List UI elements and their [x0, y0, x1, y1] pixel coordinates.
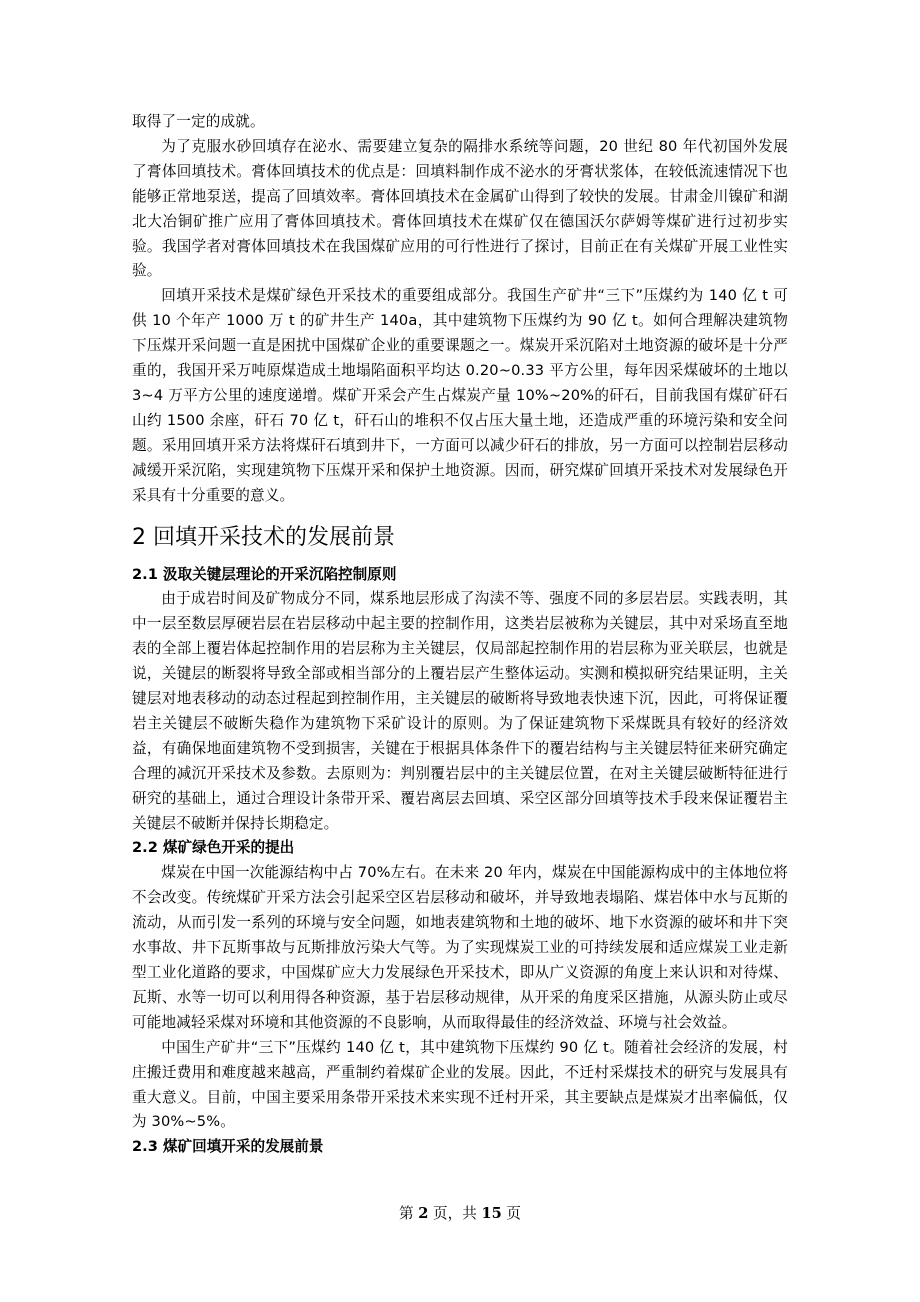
subsection-heading-2-2: 2.2 煤矿绿色开采的提出	[132, 839, 295, 857]
paragraph-continuation: 取得了一定的成就。	[132, 113, 265, 130]
paragraph-key-stratum: 由于成岩时间及矿物成分不同，煤系地层形成了沟渎不等、强度不同的多层岩层。实践表明，其中一层至数层厚硬岩层在岩层移动中起主要的控制作用，这类岩层被称为关键层，其中对采场直至地表的全部上覆岩体起控制作用的岩层称为主关键层，仅局部起控制作用的岩层称为亚关联层，也就是说，关键层的断裂将导致全部或相当部分的上覆岩层产生整体运动。实测和模拟研究结果证明，主关键层对地表移动的动态过程起到控制作用，主关键层的破断将导致地表快速下沉，因此，可将保证覆岩主关键层不破断失稳作为建筑物下采矿设计的原则。为了保证建筑物下采煤既具有较好的经济效益，有确保地面建筑物不受到损害，关键在于根据具体条件下的覆岩结构与主关键层特征来研究确定合理的减沉开采技术及参数。去原则为：判别覆岩层中的主关键层位置，在对主关键层破断特征进行研究的基础上，通过合理设计条带开采、覆岩离层去回填、采空区部分回填等技术手段来保证覆岩主关键层不破断并保持长期稳定。	[132, 590, 788, 832]
paragraph-paste-backfill: 为了克服水砂回填存在泌水、需要建立复杂的隔排水系统等问题，20 世纪 80 年代初国外发展了膏体回填技术。膏体回填技术的优点是：回填料制作成不泌水的牙膏状浆体，在较低流速情况下也能够正常地泵送，提高了回填效率。膏体回填技术在金属矿山得到了较快的发展。甘肃金川镍矿和湖北大冶铜矿推广应用了膏体回填技术。膏体回填技术在煤矿仅在德国沃尔萨姆等煤矿进行过初步实验。我国学者对膏体回填技术在我国煤矿应用的可行性进行了探讨，目前正在有关煤矿开展工业性实验。	[132, 137, 788, 280]
paragraph-green-mining: 煤炭在中国一次能源结构中占 70%左右。在未来 20 年内，煤炭在中国能源构成中的主体地位将不会改变。传统煤矿开采方法会引起采空区岩层移动和破坏，并导致地表塌陷、煤岩体中水与瓦斯的流动，从而引发一系列的环境与安全问题，如地表建筑物和土地的破坏、地下水资源的破坏和井下突水事故、井下瓦斯事故与瓦斯排放污染大气等。为了实现煤炭工业的可持续发展和适应煤炭工业走新型工业化道路的要求，中国煤矿应大力发展绿色开采技术，即从广义资源的角度上来认识和对待煤、瓦斯、水等一切可以利用得各种资源，基于岩层移动规律，从开采的角度采区措施，从源头防止或尽可能地减轻采煤对环境和其他资源的不良影响，从而取得最佳的经济效益、环境与社会效益。	[132, 864, 788, 1031]
paragraph-backfill-importance: 回填开采技术是煤矿绿色开采技术的重要组成部分。我国生产矿井“三下”压煤约为 140 亿 t 可供 10 个年产 1000 万 t 的矿井生产 140a，其中建筑物下压煤约为 90 亿 t。如何合理解决建筑物下压煤开采问题一直是困扰中国煤矿企业的重要课题之一。煤炭开采沉陷对土地资源的破坏是十分严重的，我国开采万吨原煤造成土地塌陷面积平均达 0.20~0.33 平方公里，每年因采煤破坏的土地以 3~4 万平方公里的速度递增。煤矿开采会产生占煤炭产量 10%~20%的矸石，目前我国有煤矿矸石山约 1500 余座，矸石 70 亿 t，矸石山的堆积不仅占压大量土地，还造成严重的环境污染和安全问题。采用回填开采方法将煤矸石填到井下，一方面可以减少矸石的排放，另一方面可以控制岩层移动减缓开采沉陷，实现建筑物下压煤开采和保护土地资源。因而，研究煤矿回填开采技术对发展绿色开采具有十分重要的意义。	[132, 287, 788, 504]
footer-middle: 页，共	[428, 1205, 482, 1222]
footer-suffix: 页	[501, 1205, 521, 1222]
subsection-heading-2-3: 2.3 煤矿回填开采的发展前景	[132, 1138, 324, 1156]
footer-prefix: 第	[399, 1205, 419, 1222]
footer-page-number: 2	[418, 1205, 429, 1222]
subsection-heading-2-1: 2.1 汲取关键层理论的开采沉陷控制原则	[132, 565, 397, 583]
footer-total-pages: 15	[481, 1205, 502, 1222]
section-heading: 2 回填开采技术的发展前景	[132, 524, 395, 550]
page-footer	[0, 1204, 920, 1224]
paragraph-village-mining: 中国生产矿井“三下”压煤约 140 亿 t，其中建筑物下压煤约 90 亿 t。随着社会经济的发展，村庄搬迁费用和难度越来越高，严重制约着煤矿企业的发展。因此，不迁村采煤技术的研究与发展具有重大意义。目前，中国主要采用条带开采技术来实现不迁村开采，其主要缺点是煤炭才出率偏低，仅为 30%~5%。	[132, 1038, 788, 1131]
